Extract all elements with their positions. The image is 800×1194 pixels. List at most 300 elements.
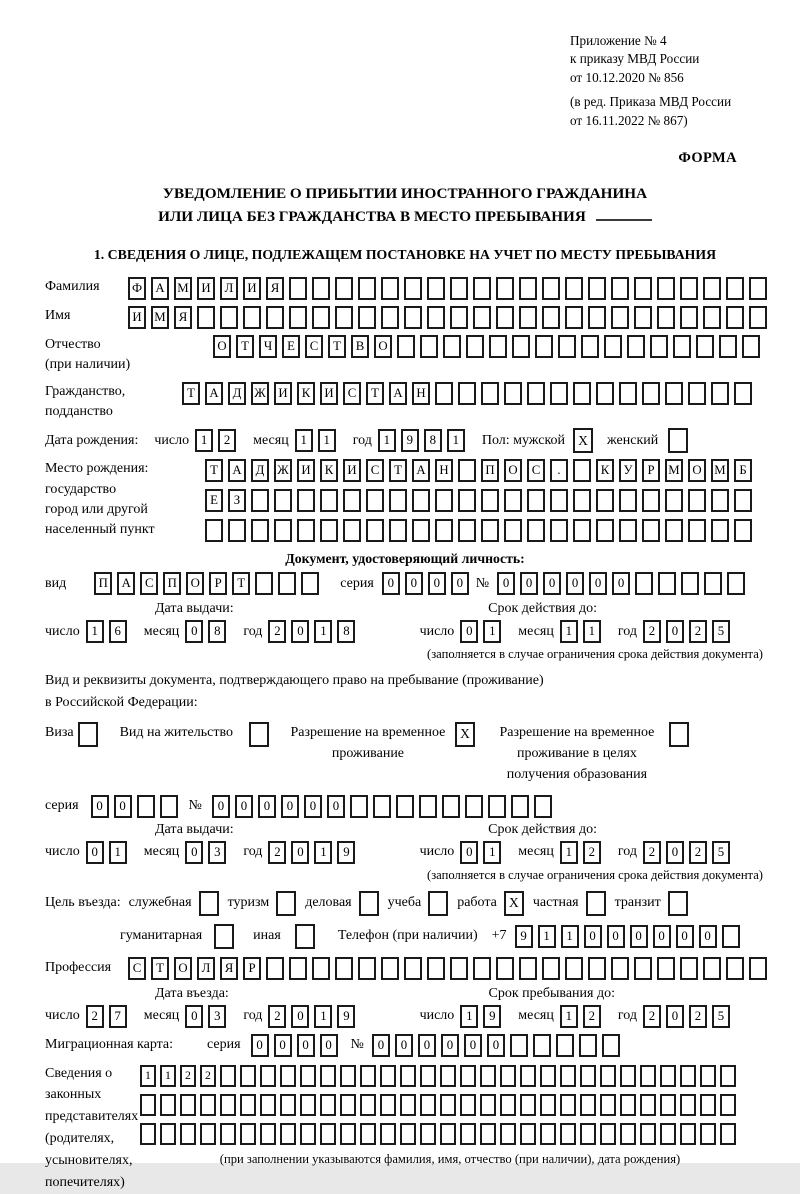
char-cell[interactable] [404, 957, 422, 980]
char-cell[interactable]: С [366, 459, 384, 482]
char-cell[interactable]: П [481, 459, 499, 482]
char-cell[interactable]: 0 [291, 620, 309, 643]
char-cell[interactable] [140, 1123, 156, 1145]
char-cell[interactable]: 0 [212, 795, 230, 818]
char-cell[interactable] [520, 1065, 536, 1087]
char-cell[interactable] [588, 306, 606, 329]
char-cell[interactable] [427, 277, 445, 300]
char-cell[interactable]: 0 [676, 925, 694, 948]
char-cell[interactable]: 1 [314, 620, 332, 643]
char-cell[interactable] [734, 489, 752, 512]
char-cell[interactable] [381, 957, 399, 980]
char-cell[interactable]: 2 [583, 841, 601, 864]
char-cell[interactable]: К [596, 459, 614, 482]
char-cell[interactable] [320, 1065, 336, 1087]
char-cell[interactable] [301, 572, 319, 595]
char-cell[interactable] [297, 489, 315, 512]
char-cell[interactable]: Т [366, 382, 384, 405]
char-cell[interactable] [726, 306, 744, 329]
char-cell[interactable] [496, 306, 514, 329]
char-cell[interactable]: 0 [327, 795, 345, 818]
char-cell[interactable]: О [374, 335, 392, 358]
char-cell[interactable]: Л [220, 277, 238, 300]
char-cell[interactable] [550, 382, 568, 405]
char-cell[interactable] [419, 795, 437, 818]
char-cell[interactable]: Д [228, 382, 246, 405]
char-cell[interactable]: Р [642, 459, 660, 482]
char-cell[interactable] [520, 1123, 536, 1145]
char-cell[interactable] [720, 1123, 736, 1145]
char-cell[interactable]: Б [734, 459, 752, 482]
char-cell[interactable] [300, 1123, 316, 1145]
char-cell[interactable] [581, 335, 599, 358]
char-cell[interactable]: 1 [195, 429, 213, 452]
char-cell[interactable] [596, 519, 614, 542]
char-cell[interactable] [533, 1034, 551, 1057]
char-cell[interactable]: Ф [128, 277, 146, 300]
char-cell[interactable] [688, 519, 706, 542]
char-cell[interactable] [573, 489, 591, 512]
char-cell[interactable]: 1 [378, 429, 396, 452]
char-cell[interactable] [404, 277, 422, 300]
char-cell[interactable]: С [305, 335, 323, 358]
char-cell[interactable]: 8 [337, 620, 355, 643]
char-cell[interactable] [389, 489, 407, 512]
char-cell[interactable] [558, 335, 576, 358]
char-cell[interactable] [519, 306, 537, 329]
char-cell[interactable] [660, 1094, 676, 1116]
char-cell[interactable] [642, 489, 660, 512]
char-cell[interactable] [251, 519, 269, 542]
char-cell[interactable]: Е [282, 335, 300, 358]
char-cell[interactable] [255, 572, 273, 595]
char-cell[interactable]: 0 [487, 1034, 505, 1057]
char-cell[interactable] [396, 795, 414, 818]
char-cell[interactable] [611, 957, 629, 980]
char-cell[interactable] [579, 1034, 597, 1057]
char-cell[interactable]: 0 [185, 1005, 203, 1028]
char-cell[interactable] [588, 957, 606, 980]
char-cell[interactable]: . [550, 459, 568, 482]
char-cell[interactable] [380, 1094, 396, 1116]
purpose-checkbox-study[interactable] [428, 891, 448, 916]
char-cell[interactable]: Т [236, 335, 254, 358]
char-cell[interactable] [749, 957, 767, 980]
char-cell[interactable] [680, 1094, 696, 1116]
char-cell[interactable]: 2 [643, 1005, 661, 1028]
char-cell[interactable] [220, 1094, 236, 1116]
char-cell[interactable] [500, 1123, 516, 1145]
char-cell[interactable]: 0 [235, 795, 253, 818]
char-cell[interactable]: 0 [666, 841, 684, 864]
char-cell[interactable] [340, 1123, 356, 1145]
char-cell[interactable] [340, 1065, 356, 1087]
char-cell[interactable] [460, 1094, 476, 1116]
char-cell[interactable] [700, 1123, 716, 1145]
char-cell[interactable] [565, 957, 583, 980]
char-cell[interactable]: С [343, 382, 361, 405]
char-cell[interactable] [200, 1094, 216, 1116]
char-cell[interactable]: О [174, 957, 192, 980]
char-cell[interactable] [611, 277, 629, 300]
char-cell[interactable]: О [504, 459, 522, 482]
char-cell[interactable] [412, 519, 430, 542]
char-cell[interactable] [266, 957, 284, 980]
char-cell[interactable]: О [186, 572, 204, 595]
char-cell[interactable]: И [274, 382, 292, 405]
char-cell[interactable]: В [351, 335, 369, 358]
char-cell[interactable]: З [228, 489, 246, 512]
char-cell[interactable]: 0 [274, 1034, 292, 1057]
char-cell[interactable] [550, 489, 568, 512]
char-cell[interactable]: И [243, 277, 261, 300]
char-cell[interactable] [427, 306, 445, 329]
char-cell[interactable]: С [140, 572, 158, 595]
char-cell[interactable] [297, 519, 315, 542]
char-cell[interactable] [358, 306, 376, 329]
char-cell[interactable] [620, 1123, 636, 1145]
char-cell[interactable]: Р [209, 572, 227, 595]
char-cell[interactable] [360, 1065, 376, 1087]
purpose-checkbox-tourism[interactable] [276, 891, 296, 916]
char-cell[interactable] [520, 1094, 536, 1116]
char-cell[interactable]: 1 [447, 429, 465, 452]
char-cell[interactable] [602, 1034, 620, 1057]
sex-male-checkbox[interactable]: X [573, 428, 593, 453]
char-cell[interactable]: 9 [337, 1005, 355, 1028]
char-cell[interactable] [560, 1065, 576, 1087]
char-cell[interactable]: А [117, 572, 135, 595]
char-cell[interactable] [580, 1065, 596, 1087]
char-cell[interactable] [343, 519, 361, 542]
char-cell[interactable] [657, 306, 675, 329]
char-cell[interactable] [540, 1094, 556, 1116]
char-cell[interactable] [320, 1094, 336, 1116]
char-cell[interactable]: 2 [200, 1065, 216, 1087]
char-cell[interactable] [480, 1094, 496, 1116]
char-cell[interactable] [400, 1065, 416, 1087]
char-cell[interactable] [734, 519, 752, 542]
char-cell[interactable] [358, 957, 376, 980]
char-cell[interactable]: 2 [689, 841, 707, 864]
char-cell[interactable] [634, 957, 652, 980]
char-cell[interactable] [400, 1123, 416, 1145]
char-cell[interactable]: 1 [560, 841, 578, 864]
char-cell[interactable] [573, 382, 591, 405]
char-cell[interactable]: Ч [259, 335, 277, 358]
char-cell[interactable] [688, 382, 706, 405]
char-cell[interactable]: 1 [483, 620, 501, 643]
char-cell[interactable] [565, 306, 583, 329]
char-cell[interactable] [481, 519, 499, 542]
char-cell[interactable] [435, 489, 453, 512]
char-cell[interactable] [381, 277, 399, 300]
char-cell[interactable]: 0 [251, 1034, 269, 1057]
char-cell[interactable] [650, 335, 668, 358]
char-cell[interactable] [634, 306, 652, 329]
char-cell[interactable] [340, 1094, 356, 1116]
char-cell[interactable] [427, 957, 445, 980]
char-cell[interactable]: А [151, 277, 169, 300]
char-cell[interactable]: Т [151, 957, 169, 980]
char-cell[interactable] [560, 1094, 576, 1116]
char-cell[interactable]: 1 [561, 925, 579, 948]
char-cell[interactable] [260, 1094, 276, 1116]
char-cell[interactable] [251, 489, 269, 512]
char-cell[interactable]: 0 [291, 1005, 309, 1028]
char-cell[interactable] [742, 335, 760, 358]
char-cell[interactable]: 0 [460, 841, 478, 864]
char-cell[interactable] [289, 957, 307, 980]
char-cell[interactable]: С [527, 459, 545, 482]
char-cell[interactable] [373, 795, 391, 818]
char-cell[interactable] [435, 382, 453, 405]
char-cell[interactable] [160, 795, 178, 818]
char-cell[interactable]: Н [412, 382, 430, 405]
char-cell[interactable] [620, 1065, 636, 1087]
char-cell[interactable]: 0 [543, 572, 561, 595]
char-cell[interactable] [360, 1094, 376, 1116]
char-cell[interactable] [481, 489, 499, 512]
char-cell[interactable]: 3 [208, 1005, 226, 1028]
char-cell[interactable]: 0 [372, 1034, 390, 1057]
char-cell[interactable] [703, 957, 721, 980]
purpose-checkbox-business-trip[interactable] [199, 891, 219, 916]
char-cell[interactable] [673, 335, 691, 358]
char-cell[interactable] [460, 1065, 476, 1087]
char-cell[interactable] [140, 1094, 156, 1116]
char-cell[interactable]: 1 [295, 429, 313, 452]
char-cell[interactable] [220, 1065, 236, 1087]
char-cell[interactable] [556, 1034, 574, 1057]
char-cell[interactable] [657, 957, 675, 980]
char-cell[interactable]: 0 [428, 572, 446, 595]
char-cell[interactable] [681, 572, 699, 595]
char-cell[interactable] [458, 459, 476, 482]
char-cell[interactable] [722, 925, 740, 948]
char-cell[interactable]: 0 [612, 572, 630, 595]
char-cell[interactable] [280, 1123, 296, 1145]
char-cell[interactable] [680, 1065, 696, 1087]
char-cell[interactable]: 1 [483, 841, 501, 864]
char-cell[interactable]: Т [232, 572, 250, 595]
char-cell[interactable]: Т [389, 459, 407, 482]
char-cell[interactable] [320, 519, 338, 542]
char-cell[interactable] [665, 519, 683, 542]
char-cell[interactable] [160, 1094, 176, 1116]
char-cell[interactable]: 1 [560, 620, 578, 643]
char-cell[interactable] [300, 1094, 316, 1116]
char-cell[interactable]: 3 [208, 841, 226, 864]
char-cell[interactable]: 0 [666, 620, 684, 643]
char-cell[interactable] [489, 335, 507, 358]
char-cell[interactable] [600, 1123, 616, 1145]
char-cell[interactable] [420, 1094, 436, 1116]
char-cell[interactable]: А [205, 382, 223, 405]
char-cell[interactable] [260, 1123, 276, 1145]
char-cell[interactable] [660, 1065, 676, 1087]
char-cell[interactable]: Е [205, 489, 223, 512]
char-cell[interactable] [240, 1065, 256, 1087]
char-cell[interactable] [657, 277, 675, 300]
char-cell[interactable]: 9 [483, 1005, 501, 1028]
char-cell[interactable]: Ж [274, 459, 292, 482]
char-cell[interactable]: 8 [208, 620, 226, 643]
char-cell[interactable] [496, 277, 514, 300]
char-cell[interactable]: А [412, 459, 430, 482]
char-cell[interactable] [726, 957, 744, 980]
char-cell[interactable]: 0 [441, 1034, 459, 1057]
char-cell[interactable]: 0 [291, 841, 309, 864]
char-cell[interactable]: 1 [538, 925, 556, 948]
char-cell[interactable] [404, 306, 422, 329]
char-cell[interactable]: 0 [185, 841, 203, 864]
char-cell[interactable] [580, 1094, 596, 1116]
char-cell[interactable] [220, 1123, 236, 1145]
char-cell[interactable] [480, 1123, 496, 1145]
char-cell[interactable] [700, 1094, 716, 1116]
char-cell[interactable]: П [163, 572, 181, 595]
purpose-checkbox-business[interactable] [359, 891, 379, 916]
char-cell[interactable]: 0 [451, 572, 469, 595]
char-cell[interactable] [458, 382, 476, 405]
char-cell[interactable]: 2 [268, 620, 286, 643]
char-cell[interactable]: 1 [140, 1065, 156, 1087]
char-cell[interactable]: О [213, 335, 231, 358]
char-cell[interactable] [400, 1094, 416, 1116]
char-cell[interactable] [289, 277, 307, 300]
char-cell[interactable] [627, 335, 645, 358]
char-cell[interactable]: М [151, 306, 169, 329]
char-cell[interactable] [640, 1094, 656, 1116]
char-cell[interactable]: А [389, 382, 407, 405]
char-cell[interactable]: К [297, 382, 315, 405]
char-cell[interactable] [280, 1094, 296, 1116]
char-cell[interactable]: Т [205, 459, 223, 482]
char-cell[interactable]: 5 [712, 620, 730, 643]
char-cell[interactable] [458, 519, 476, 542]
purpose-checkbox-work[interactable]: X [504, 891, 524, 916]
char-cell[interactable] [542, 957, 560, 980]
char-cell[interactable]: 0 [395, 1034, 413, 1057]
char-cell[interactable] [312, 277, 330, 300]
char-cell[interactable] [719, 335, 737, 358]
char-cell[interactable] [240, 1094, 256, 1116]
char-cell[interactable]: 0 [460, 620, 478, 643]
char-cell[interactable]: 2 [643, 620, 661, 643]
char-cell[interactable] [642, 519, 660, 542]
char-cell[interactable] [727, 572, 745, 595]
char-cell[interactable] [465, 795, 483, 818]
char-cell[interactable] [380, 1065, 396, 1087]
char-cell[interactable]: Д [251, 459, 269, 482]
char-cell[interactable] [335, 277, 353, 300]
char-cell[interactable] [389, 519, 407, 542]
char-cell[interactable] [397, 335, 415, 358]
char-cell[interactable] [473, 277, 491, 300]
char-cell[interactable]: У [619, 459, 637, 482]
char-cell[interactable] [420, 335, 438, 358]
char-cell[interactable] [640, 1065, 656, 1087]
char-cell[interactable]: 2 [583, 1005, 601, 1028]
char-cell[interactable] [720, 1065, 736, 1087]
char-cell[interactable]: Я [174, 306, 192, 329]
char-cell[interactable]: 1 [109, 841, 127, 864]
char-cell[interactable] [335, 306, 353, 329]
char-cell[interactable]: 0 [566, 572, 584, 595]
char-cell[interactable] [519, 277, 537, 300]
char-cell[interactable]: 1 [318, 429, 336, 452]
char-cell[interactable]: И [320, 382, 338, 405]
char-cell[interactable]: И [343, 459, 361, 482]
char-cell[interactable] [440, 1065, 456, 1087]
char-cell[interactable] [289, 306, 307, 329]
char-cell[interactable]: 2 [268, 1005, 286, 1028]
char-cell[interactable] [703, 306, 721, 329]
char-cell[interactable]: О [688, 459, 706, 482]
char-cell[interactable] [596, 382, 614, 405]
char-cell[interactable]: 0 [607, 925, 625, 948]
purpose-checkbox-humanitarian[interactable] [214, 924, 234, 949]
char-cell[interactable] [380, 1123, 396, 1145]
char-cell[interactable] [510, 1034, 528, 1057]
char-cell[interactable] [435, 519, 453, 542]
char-cell[interactable] [604, 335, 622, 358]
char-cell[interactable] [688, 489, 706, 512]
char-cell[interactable] [519, 957, 537, 980]
char-cell[interactable] [734, 382, 752, 405]
char-cell[interactable] [473, 957, 491, 980]
char-cell[interactable]: 0 [320, 1034, 338, 1057]
char-cell[interactable]: 5 [712, 841, 730, 864]
char-cell[interactable]: Ж [251, 382, 269, 405]
char-cell[interactable]: 8 [424, 429, 442, 452]
char-cell[interactable] [660, 1123, 676, 1145]
char-cell[interactable]: 0 [464, 1034, 482, 1057]
char-cell[interactable] [343, 489, 361, 512]
char-cell[interactable]: 0 [497, 572, 515, 595]
char-cell[interactable] [540, 1065, 556, 1087]
char-cell[interactable] [619, 489, 637, 512]
purpose-checkbox-private[interactable] [586, 891, 606, 916]
char-cell[interactable] [703, 277, 721, 300]
char-cell[interactable] [412, 489, 430, 512]
char-cell[interactable] [480, 1065, 496, 1087]
char-cell[interactable] [711, 382, 729, 405]
char-cell[interactable]: М [665, 459, 683, 482]
char-cell[interactable] [278, 572, 296, 595]
temporary-residence-checkbox[interactable]: X [455, 722, 475, 747]
char-cell[interactable] [680, 277, 698, 300]
char-cell[interactable] [366, 519, 384, 542]
char-cell[interactable] [596, 489, 614, 512]
char-cell[interactable] [504, 519, 522, 542]
char-cell[interactable]: 1 [560, 1005, 578, 1028]
char-cell[interactable] [696, 335, 714, 358]
char-cell[interactable] [442, 795, 460, 818]
char-cell[interactable]: 9 [337, 841, 355, 864]
char-cell[interactable]: И [197, 277, 215, 300]
char-cell[interactable]: 1 [160, 1065, 176, 1087]
char-cell[interactable]: 0 [382, 572, 400, 595]
char-cell[interactable]: 0 [630, 925, 648, 948]
char-cell[interactable] [460, 1123, 476, 1145]
char-cell[interactable] [360, 1123, 376, 1145]
char-cell[interactable] [680, 957, 698, 980]
char-cell[interactable] [640, 1123, 656, 1145]
char-cell[interactable]: М [174, 277, 192, 300]
char-cell[interactable] [619, 519, 637, 542]
